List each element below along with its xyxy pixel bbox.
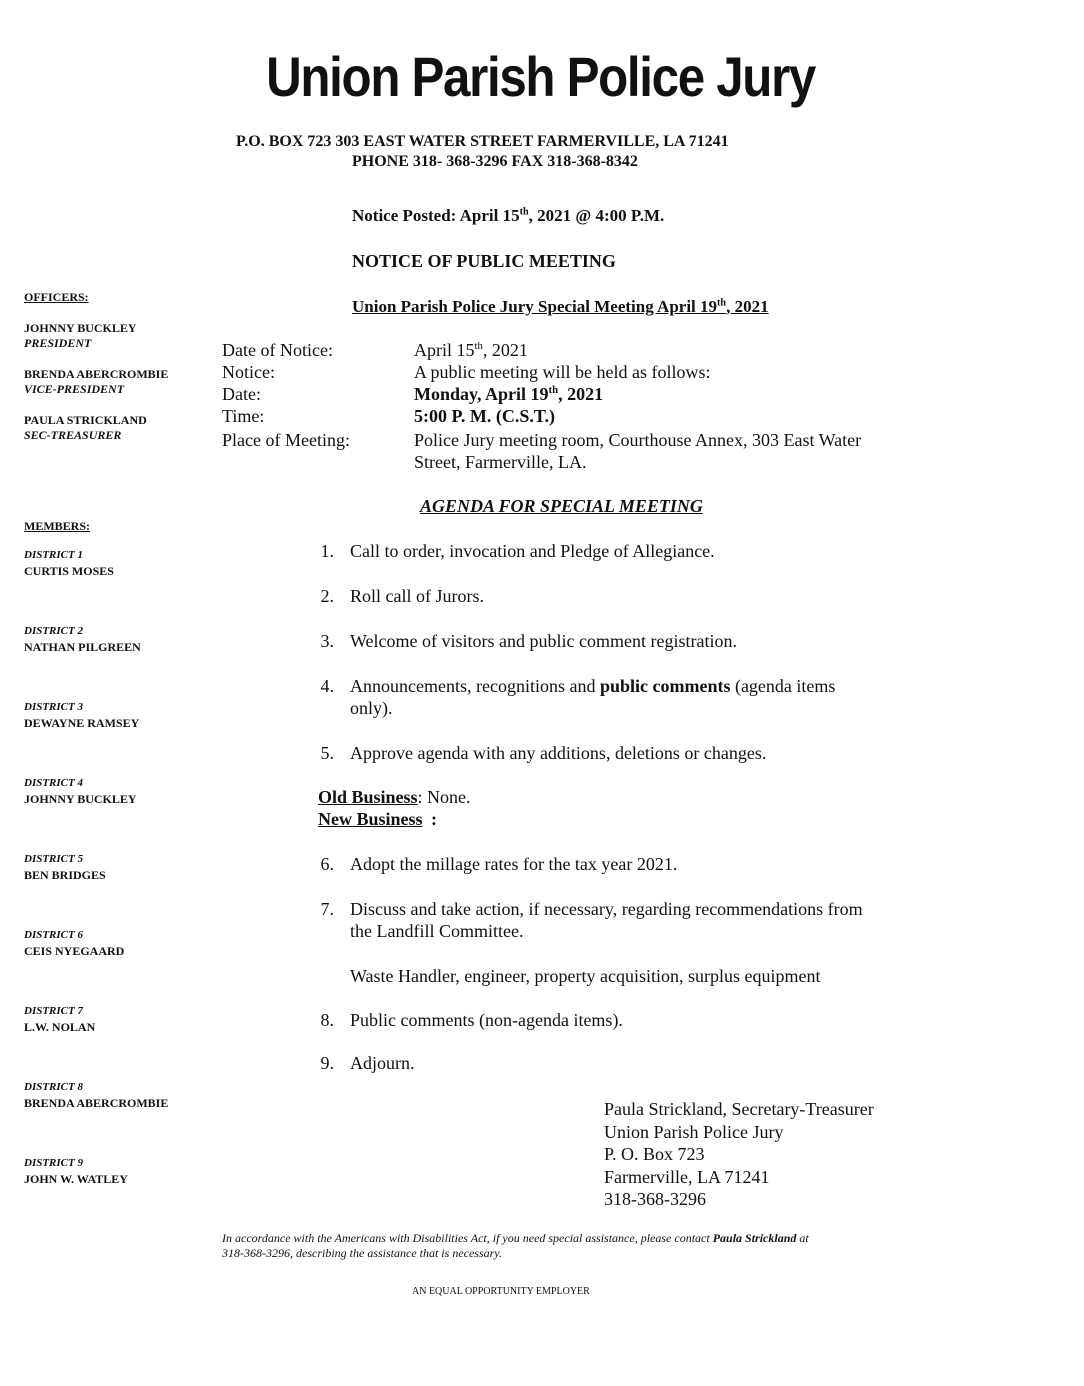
officer-title: SEC-TREASURER — [24, 428, 122, 442]
ada-notice — [222, 1231, 942, 1261]
notice-posted-sup: th — [519, 206, 529, 218]
officers-label: OFFICERS: — [24, 290, 89, 304]
agenda-item-text: Discuss and take action, if necessary, regarding recommendations from — [350, 899, 863, 919]
notice-label: Notice: — [222, 362, 275, 382]
signature-line: P. O. Box 723 — [604, 1144, 705, 1164]
ada-notice-line2: 318-368-3296, describing the assistance that is necessary. — [222, 1246, 502, 1260]
notice-heading: NOTICE OF PUBLIC MEETING — [352, 251, 616, 271]
signature-line: Paula Strickland, Secretary-Treasurer — [604, 1099, 874, 1119]
date-of-notice-sup: th — [474, 340, 483, 352]
agenda-item-subtext: Waste Handler, engineer, property acquisition, surplus equipment — [350, 966, 821, 986]
officer-name: JOHNNY BUCKLEY — [24, 321, 137, 335]
agenda-item-text: Approve agenda with any additions, deletions or changes. — [350, 743, 767, 763]
address-line: P.O. BOX 723 303 EAST WATER STREET FARMERVILLE, LA 71241 — [236, 133, 729, 150]
meeting-title-text: Union Parish Police Jury Special Meeting April 19 — [352, 297, 718, 316]
member-name: BEN BRIDGES — [24, 868, 106, 882]
officer-title: VICE-PRESIDENT — [24, 382, 125, 396]
member-name: BRENDA ABERCROMBIE — [24, 1096, 169, 1110]
meeting-title-sup: th — [717, 297, 727, 309]
ada-contact: Paula Strickland — [712, 1231, 797, 1245]
member-name: CURTIS MOSES — [24, 564, 114, 578]
agenda-item-number: 3. — [320, 631, 334, 651]
signature-block — [604, 1098, 874, 1211]
ada-notice-line1 — [222, 1231, 942, 1246]
members-label: MEMBERS: — [24, 519, 90, 533]
member-district: DISTRICT 5 — [24, 853, 83, 865]
place-line-2: Street, Farmerville, LA. — [414, 452, 587, 472]
notice-posted — [352, 206, 664, 226]
new-business-label: New Business — [318, 809, 423, 829]
phone-line: PHONE 318- 368-3296 FAX 318-368-8342 — [352, 153, 638, 170]
date-sup: th — [548, 384, 559, 396]
ada-text-end: at — [796, 1231, 809, 1245]
signature-line: 318-368-3296 — [604, 1189, 706, 1209]
member-name: JOHNNY BUCKLEY — [24, 792, 137, 806]
notice-posted-date: Notice Posted: April 15 — [352, 206, 520, 225]
agenda-item-text-part: (agenda items — [730, 676, 836, 696]
member-district: DISTRICT 4 — [24, 777, 83, 789]
agenda-item-number: 4. — [320, 676, 334, 696]
agenda-item-number: 1. — [320, 541, 334, 561]
date-of-notice-year: , 2021 — [482, 340, 528, 360]
meeting-title-year: , 2021 — [726, 297, 769, 316]
date-value — [414, 384, 603, 405]
member-district: DISTRICT 6 — [24, 929, 83, 941]
member-name: NATHAN PILGREEN — [24, 640, 141, 654]
date-of-notice-text: April 15 — [414, 340, 475, 360]
agenda-item-text: Welcome of visitors and public comment registration. — [350, 631, 737, 651]
agenda-item-text-line2: only). — [350, 698, 393, 718]
member-district: DISTRICT 9 — [24, 1157, 83, 1169]
agenda-item-text-bold: public comments — [599, 676, 731, 696]
date-of-notice-label: Date of Notice: — [222, 340, 333, 360]
page-title: Union Parish Police Jury — [266, 45, 816, 108]
notice-value: A public meeting will be held as follows: — [414, 362, 711, 382]
notice-posted-time: , 2021 @ 4:00 P.M. — [528, 206, 665, 225]
agenda-item-number: 9. — [320, 1053, 334, 1073]
agenda-item-text: Public comments (non-agenda items). — [350, 1010, 623, 1030]
agenda-item-text: Adjourn. — [350, 1053, 415, 1073]
agenda-item-text-line2: the Landfill Committee. — [350, 921, 524, 941]
agenda-item-number: 6. — [320, 854, 334, 874]
officer-name: PAULA STRICKLAND — [24, 413, 147, 427]
agenda-item-number: 2. — [320, 586, 334, 606]
signature-line: Union Parish Police Jury — [604, 1121, 784, 1142]
member-name: L.W. NOLAN — [24, 1020, 96, 1034]
member-district: DISTRICT 3 — [24, 701, 83, 713]
agenda-item-number: 7. — [320, 899, 334, 919]
date-label: Date: — [222, 384, 261, 404]
place-line-1: Police Jury meeting room, Courthouse Annex, 303 East Water — [414, 430, 862, 450]
time-label: Time: — [222, 406, 265, 426]
member-district: DISTRICT 2 — [24, 625, 83, 637]
member-name: JOHN W. WATLEY — [24, 1172, 128, 1186]
old-business-label: Old Business — [318, 787, 418, 807]
member-district: DISTRICT 1 — [24, 549, 83, 561]
agenda-heading: AGENDA FOR SPECIAL MEETING — [420, 496, 703, 516]
member-name: CEIS NYEGAARD — [24, 944, 125, 958]
old-business — [318, 787, 471, 808]
meeting-title — [352, 297, 769, 317]
equal-opportunity-employer: AN EQUAL OPPORTUNITY EMPLOYER — [412, 1286, 590, 1297]
member-district: DISTRICT 8 — [24, 1081, 83, 1093]
agenda-item-text: Roll call of Jurors. — [350, 586, 484, 606]
member-name: DEWAYNE RAMSEY — [24, 716, 140, 730]
officer-name: BRENDA ABERCROMBIE — [24, 367, 169, 381]
new-business-colon: : — [431, 809, 437, 829]
agenda-item-text: Call to order, invocation and Pledge of Allegiance. — [350, 541, 715, 561]
agenda-item-number: 8. — [320, 1010, 334, 1030]
member-district: DISTRICT 7 — [24, 1005, 83, 1017]
old-business-value: : None. — [417, 787, 471, 807]
date-of-notice-value — [414, 340, 528, 361]
date-year: , 2021 — [558, 384, 604, 404]
place-label: Place of Meeting: — [222, 430, 350, 450]
time-value: 5:00 P. M. (C.S.T.) — [414, 406, 555, 426]
ada-text: In accordance with the Americans with Disabilities Act, if you need special assistance, please contact — [222, 1231, 713, 1245]
agenda-item-text-part: Announcements, recognitions and — [350, 676, 600, 696]
agenda-item-text: Adopt the millage rates for the tax year 2021. — [350, 854, 678, 874]
signature-line: Farmerville, LA 71241 — [604, 1166, 770, 1187]
officer-title: PRESIDENT — [24, 336, 92, 350]
agenda-item-text — [350, 676, 835, 697]
date-text: Monday, April 19 — [414, 384, 549, 404]
agenda-item-number: 5. — [320, 743, 334, 763]
